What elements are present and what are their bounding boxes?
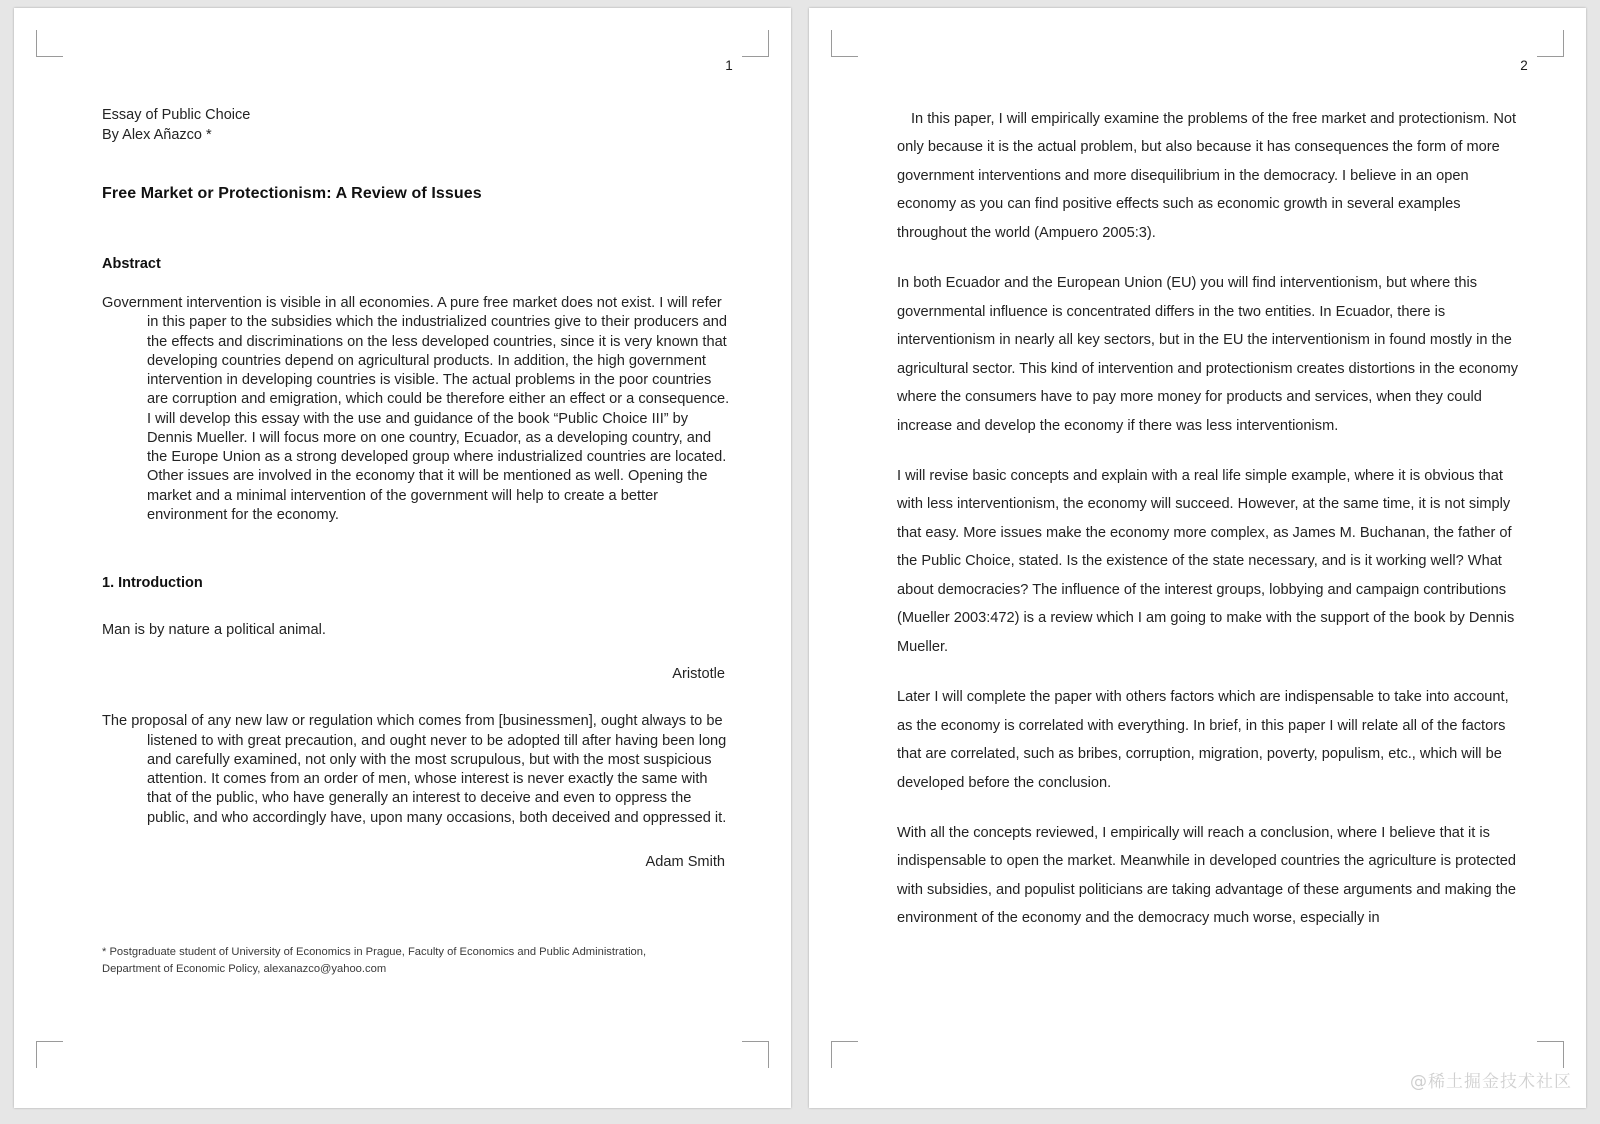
page-title: Free Market or Protectionism: A Review of Issues [102,185,482,202]
watermark: @稀土掘金技术社区 [1410,1072,1572,1092]
paragraph: In this paper, I will empirically examine the problems of the free market and protectionism. Not only because it is the actual problem, but also because it has consequences the form of more government interventions and more disequilibrium in the democracy. I believe in an open economy as you can find positive effects such as economic growth in several examples throughout the world (Ampuero 2005:3). [897,111,1517,241]
abstract-paragraph: Government intervention is visible in all economies. A pure free market does not exist. I will refer in this paper to the subsidies which the industrialized countries give to their producers and the effects and discriminations on the less developed countries, since it is very known that developing countries depend on agricultural products. In addition, the high government intervention in developing countries is visible. The actual problems in the poor countries are corruption and emigration, which could be therefore either an effect or a consequence. I will develop this essay with the use and guidance of the book “Public Choice III” by Dennis Mueller. I will focus more on one country, Ecuador, as a developing country, and the Europe Union as a strong developed group where industrialized countries are located. Other issues are involved in the economy that it will be mentioned as well. Opening the market and a minimal intervention of the government will help to create a better environment for the economy. [102,295,730,523]
quote-adam-smith: The proposal of any new law or regulation which comes from [businessmen], ought always to be listened to with great precaution, and ought never to be adopted till after having been long and carefully examined, not only with the most scrupulous, but with the most suspicious attention. It comes from an order of men, whose interest is never exactly the same with that of the public, who have generally an interest to deceive and even to oppress the public, and who accordingly have, upon many occasions, both deceived and oppressed it. [102,713,727,826]
margin-mark-bottom-left [831,1041,858,1068]
essay-label: Essay of Public Choice [102,107,251,123]
abstract-heading: Abstract [102,256,161,272]
page-number-1: 1 [725,58,733,73]
quote-aristotle: Man is by nature a political animal. [102,622,326,638]
margin-mark-top-left [831,30,858,57]
introduction-heading: 1. Introduction [102,575,203,591]
document-page-2[interactable] [809,8,1586,1108]
margin-mark-top-right [1537,30,1564,57]
margin-mark-bottom-left [36,1041,63,1068]
page-2-content [897,58,1528,1078]
margin-mark-top-left [36,30,63,57]
margin-mark-bottom-right [1537,1041,1564,1068]
page-1-content [102,58,733,1078]
paragraph: I will revise basic concepts and explain with a real life simple example, where it is obvious that with less interventionism, the economy will succeed. However, at the same time, it is not simply that easy. More issues make the economy more complex, as James M. Buchanan, the father of the Public Choice, stated. Is the existence of the state necessary, and is it working well? What about democracies? The influence of the interest groups, lobbying and campaign contributions (Mueller 2003:472) is a review which I am going to make with the support of the book by Dennis Mueller. [897,467,1515,655]
paragraph: With all the concepts reviewed, I empirically will reach a conclusion, where I believe that it is indispensable to open the market. Meanwhile in developed countries the agriculture is protected with subsidies, and populist politicians are taking advantage of these arguments and making the environment of the economy and the democracy much worse, especially in [897,824,1516,927]
paragraph: Later I will complete the paper with others factors which are indispensable to take into account, as the economy is correlated with everything. In brief, in this paper I will relate all of the factors that are correlated, such as bribes, corruption, migration, poverty, populism, etc., which will be developed before the conclusion. [897,689,1509,791]
quote-adam-smith-attribution: Adam Smith [645,853,725,870]
author-byline: By Alex Añazco * [102,127,212,143]
document-page-1[interactable] [14,8,791,1108]
footnote [102,944,733,978]
margin-mark-bottom-right [742,1041,769,1068]
footnote-line-1: * Postgraduate student of University of Economics in Prague, Faculty of Economics and Public Administration, [102,946,647,959]
footnote-line-2: Department of Economic Policy, alexanazco@yahoo.com [102,963,387,976]
page-number-2: 2 [1520,58,1528,73]
quote-aristotle-attribution: Aristotle [672,666,725,683]
margin-mark-top-right [742,30,769,57]
paragraph: In both Ecuador and the European Union (EU) you will find interventionism, but where this governmental influence is concentrated differs in the two entities. In Ecuador, there is interventionism in nearly all key sectors, but in the EU the interventionism in found mostly in the agricultural sector. This kind of intervention and protectionism creates distortions in the economy where the consumers have to pay more money for products and services, when they could increase and develop the economy if there was less interventionism. [897,275,1519,434]
